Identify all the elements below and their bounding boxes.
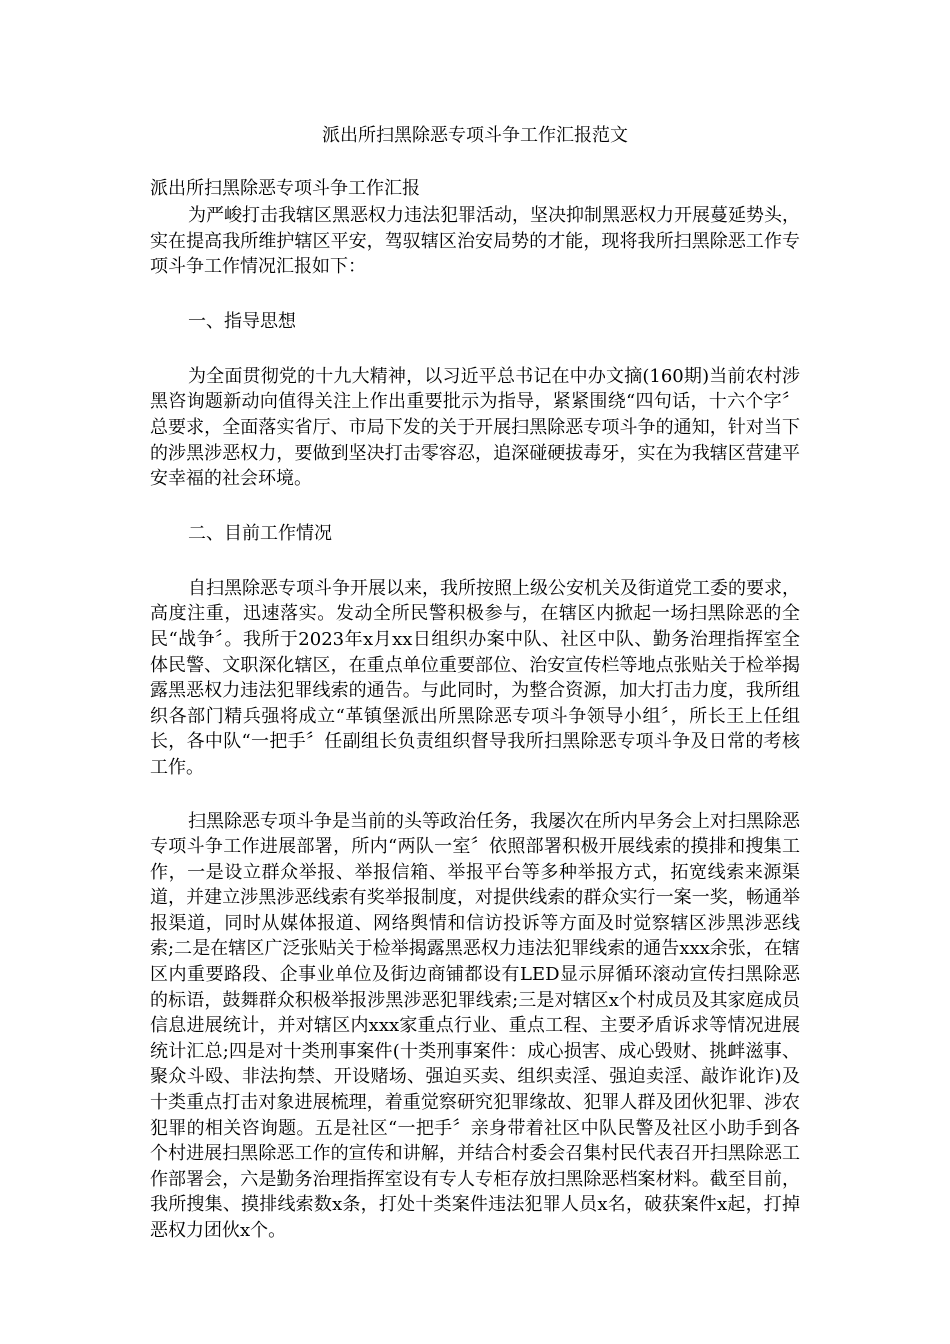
document-subtitle: 派出所扫黑除恶专项斗争工作汇报 <box>150 178 420 199</box>
spacer <box>150 492 800 520</box>
spacer <box>150 280 800 308</box>
section2-paragraph-1: 自扫黑除恶专项斗争开展以来，我所按照上级公安机关及街道党工委的要求，高度注重，迅速落实。发动全所民警积极参与，在辖区内掀起一场扫黑除恶的全民“战争〞。我所于2023年x月xx日组织办案中队、社区中队、勤务治理指挥室全体民警、文职深化辖区，在重点单位重要部位、治安宣传栏等地点张贴关于检举揭露黑恶权力违法犯罪线索的通告。与此同时，为整合资源，加大打击力度，我所组织各部门精兵强将成立“革镇堡派出所黑除恶专项斗争领导小组〞，所长王上任组长，各中队“一把手〞任副组长负责组织督导我所扫黑除恶专项斗争及日常的考核工作。 <box>150 577 800 778</box>
spacer <box>150 548 800 576</box>
section-heading-guiding-ideology: 一、指导思想 <box>188 310 296 332</box>
document-title: 派出所扫黑除恶专项斗争工作汇报范文 <box>322 125 628 146</box>
spacer <box>150 336 800 364</box>
intro-paragraph: 为严峻打击我辖区黑恶权力违法犯罪活动，坚决抑制黑恶权力开展蔓延势头，实在提高我所维护辖区平安，驾驭辖区治安局势的才能，现将我所扫黑除恶工作专项斗争工作情况汇报如下： <box>150 205 800 278</box>
section1-paragraph: 为全面贯彻党的十九大精神，以习近平总书记在中办文摘(160期)当前农村涉黑咨询题新动向值得关注上作出重要批示为指导，紧紧围绕“四句话，十六个字〞总要求，全面落实省厅、市局下发的关于开展扫黑除恶专项斗争的通知，针对当下的涉黑涉恶权力，要做到坚决打击零容忍，追深碰硬拔毒牙，实在为我辖区营建平安幸福的社会环境。 <box>150 365 800 490</box>
document-page <box>150 122 800 1244</box>
section-heading-current-work: 二、目前工作情况 <box>188 522 332 544</box>
spacer <box>150 781 800 809</box>
section2-paragraph-2: 扫黑除恶专项斗争是当前的头等政治任务，我屡次在所内早务会上对扫黑除恶专项斗争工作进展部署，所内“两队一室〞依照部署积极开展线索的摸排和搜集工作，一是设立群众举报、举报信箱、举报平台等多种举报方式，拓宽线索来源渠道，并建立涉黑涉恶线索有奖举报制度，对提供线索的群众实行一案一奖，畅通举报渠道，同时从媒体报道、网络舆情和信访投诉等方面及时觉察辖区涉黑涉恶线索;二是在辖区广泛张贴关于检举揭露黑恶权力违法犯罪线索的通告xxx余张，在辖区内重要路段、企事业单位及街边商铺都设有LED显示屏循环滚动宣传扫黑除恶的标语，鼓舞群众积极举报涉黑涉恶犯罪线索;三是对辖区x个村成员及其家庭成员信息进展统计，并对辖区内xxx家重点行业、重点工程、主要矛盾诉求等情况进展统计汇总;四是对十类刑事案件(十类刑事案件：成心损害、成心毁财、挑衅滋事、聚众斗殴、非法拘禁、开设赌场、强迫买卖、组织卖淫、强迫卖淫、敲诈讹诈)及十类重点打击对象进展梳理，着重觉察研究犯罪缘故、犯罪人群及团伙犯罪、涉农犯罪的相关咨询题。五是社区“一把手〞亲身带着社区中队民警及社区小助手到各个村进展扫黑除恶工作的宣传和讲解，并结合村委会召集村民代表召开扫黑除恶工作部署会，六是勤务治理指挥室设有专人专柜存放扫黑除恶档案材料。截至目前，我所搜集、摸排线索数x条，打处十类案件违法犯罪人员x名，破获案件x起，打掉恶权力团伙x个。 <box>150 810 800 1241</box>
